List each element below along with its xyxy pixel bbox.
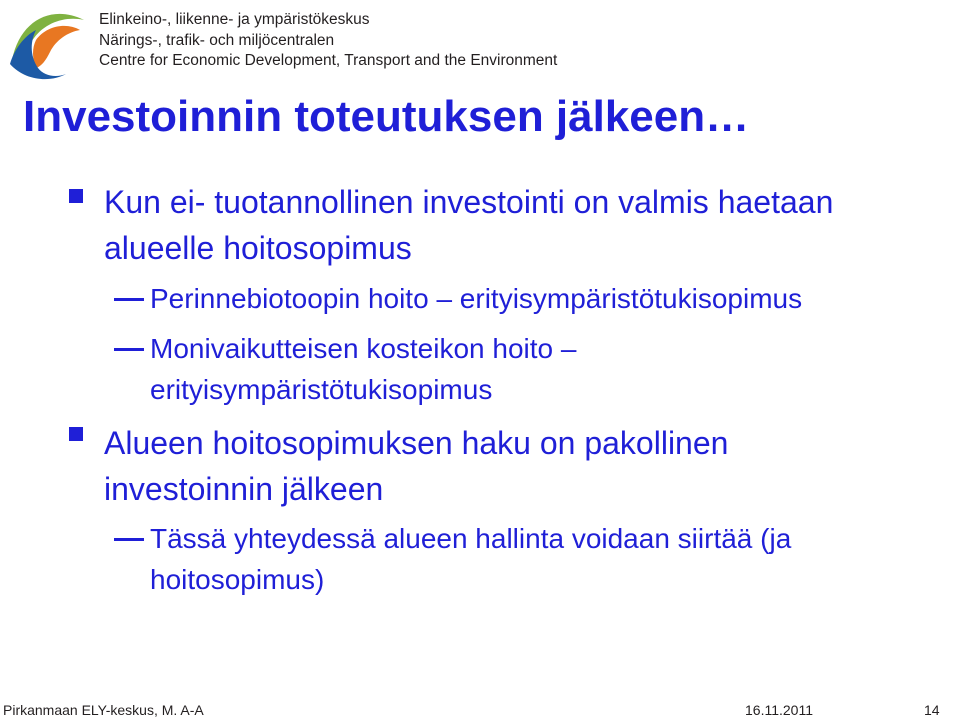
sub-bullet-dash-icon bbox=[114, 538, 144, 541]
bullet-1-line-2: alueelle hoitosopimus bbox=[104, 230, 412, 266]
sub-bullet-dash-icon bbox=[114, 298, 144, 301]
sub-bullet-2-1-line-2: hoitosopimus) bbox=[150, 564, 325, 595]
footer-presenter: Pirkanmaan ELY-keskus, M. A-A bbox=[3, 702, 204, 718]
bullet-square-icon bbox=[69, 427, 83, 441]
footer-page-number: 14 bbox=[924, 702, 940, 718]
bullet-square-icon bbox=[69, 189, 83, 203]
sub-bullet-2-1-line-1: Tässä yhteydessä alueen hallinta voidaan siirtää (ja bbox=[150, 523, 792, 554]
sub-bullet-1-1: Perinnebiotoopin hoito – erityisympäristötukisopimus bbox=[150, 283, 803, 314]
org-name-english: Centre for Economic Development, Transport and the Environment bbox=[99, 52, 558, 69]
bullet-2-line-2: investoinnin jälkeen bbox=[104, 471, 384, 507]
bullet-2-line-1: Alueen hoitosopimuksen haku on pakollinen bbox=[104, 425, 729, 461]
sub-bullet-dash-icon bbox=[114, 348, 144, 351]
org-name-finnish: Elinkeino-, liikenne- ja ympäristökeskus bbox=[99, 11, 370, 28]
bullet-1-line-1: Kun ei- tuotannollinen investointi on valmis haetaan bbox=[104, 184, 834, 220]
org-name-swedish: Närings-, trafik- och miljöcentralen bbox=[99, 31, 335, 49]
footer-date: 16.11.2011 bbox=[745, 702, 813, 718]
slide-title: Investoinnin toteutuksen jälkeen… bbox=[23, 92, 750, 141]
sub-bullet-1-2-line-2: erityisympäristötukisopimus bbox=[150, 374, 493, 405]
sub-bullet-1-2-line-1: Monivaikutteisen kosteikon hoito – bbox=[150, 333, 577, 364]
